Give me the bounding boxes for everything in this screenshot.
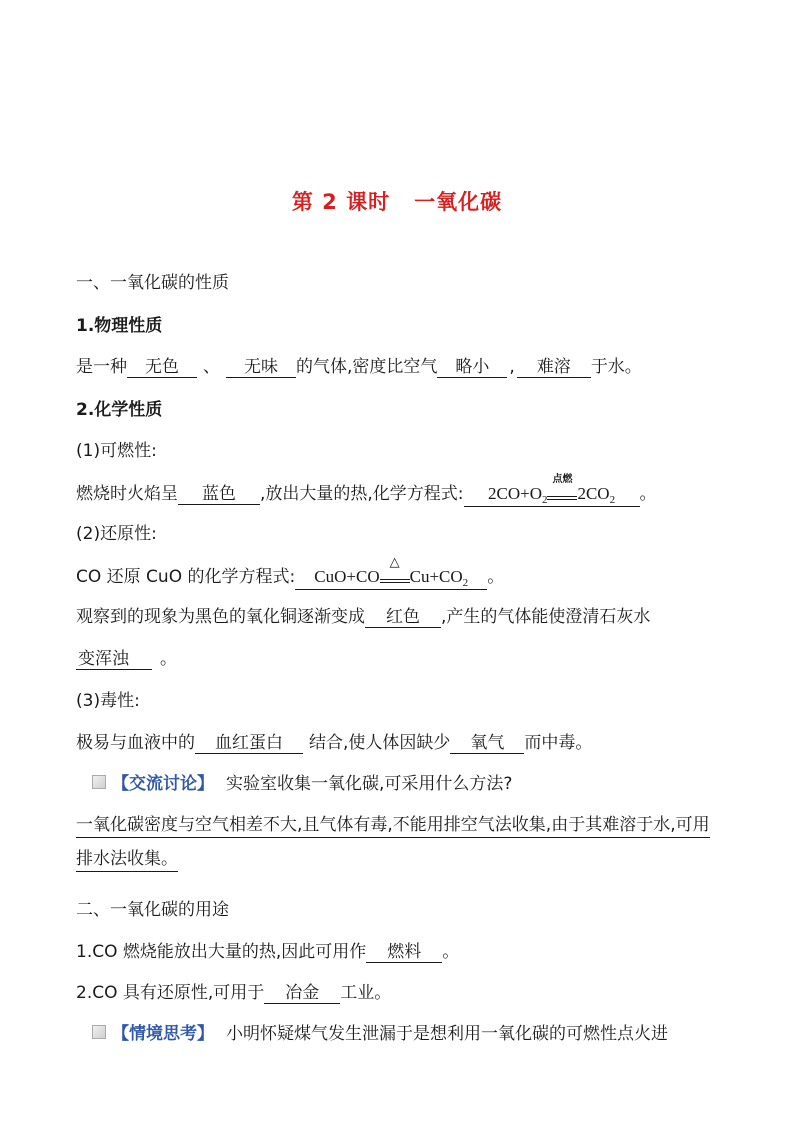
discussion-icon xyxy=(92,775,106,789)
section-heading-uses: 二、一氧化碳的用途 xyxy=(76,900,229,920)
use-metallurgy-line: 2.CO 具有还原性,可用于 冶金 工业。 xyxy=(76,983,392,1003)
lesson-topic: 一氧化碳 xyxy=(414,190,503,214)
discussion-answer: 一氧化碳密度与空气相差不大,且气体有毒,不能用排空气法收集,由于其难溶于水,可用排水法收集。 xyxy=(76,808,720,876)
answer-blank: 蓝色 xyxy=(178,484,260,505)
toxicity-label: (3)毒性: xyxy=(76,691,140,711)
discussion-question: 【交流讨论】 实验室收集一氧化碳,可采用什么方法? xyxy=(92,772,742,796)
toxicity-line: 极易与血液中的 血红蛋白 结合,使人体因缺少 氧气 而中毒。 xyxy=(76,733,593,753)
combustion-label: (1)可燃性: xyxy=(76,441,157,461)
answer-blank: 氧气 xyxy=(450,733,524,754)
answer-blank: 血红蛋白 xyxy=(195,733,303,754)
answer-blank: 无色 xyxy=(127,357,197,378)
answer-blank: 燃料 xyxy=(366,942,442,963)
answer-blank: 红色 xyxy=(365,607,441,628)
lesson-number: 第 2 课时 xyxy=(291,190,391,214)
reduction-equation-line: CO 还原 CuO 的化学方程式: CuO+CO △ $Cu+CO_2$ 。 xyxy=(76,554,505,589)
section-heading-properties: 一、一氧化碳的性质 xyxy=(76,273,229,293)
page-title xyxy=(0,186,794,216)
chemical-heading: 2.化学性质 xyxy=(76,400,163,420)
physical-properties-line: 是一种 无色 、 无味 的气体,密度比空气 略小 , 难溶 于水。 xyxy=(76,357,642,377)
physical-heading: 1.物理性质 xyxy=(76,316,163,336)
answer-blank: 略小 xyxy=(437,357,507,378)
answer-blank: 变浑浊 xyxy=(76,649,152,670)
answer-blank: 无味 xyxy=(226,357,296,378)
answer-blank: 冶金 xyxy=(264,983,340,1004)
answer-blank: 难溶 xyxy=(517,357,591,378)
equation-arrow: 点燃 xyxy=(547,486,577,506)
scenario-tag: 【情境思考】 xyxy=(112,1024,214,1044)
combustion-equation: $2CO+O_2$ 点燃 $2CO_2$ xyxy=(464,484,640,507)
observation-line-2: 变浑浊 。 xyxy=(78,649,177,669)
reduction-equation: CuO+CO △ $Cu+CO_2$ xyxy=(295,567,487,590)
discussion-tag: 【交流讨论】 xyxy=(112,774,214,794)
combustion-line: 燃烧时火焰呈 蓝色 ,放出大量的热,化学方程式: $2CO+O_2$ 点燃 $2CO_2$ 。 xyxy=(76,474,657,506)
reduction-label: (2)还原性: xyxy=(76,524,157,544)
equation-arrow: △ xyxy=(380,569,410,589)
use-fuel-line: 1.CO 燃烧能放出大量的热,因此可用作 燃料 。 xyxy=(76,942,460,962)
scenario-icon xyxy=(92,1025,106,1039)
observation-line: 观察到的现象为黑色的氧化铜逐渐变成 红色 ,产生的气体能使澄清石灰水 xyxy=(76,607,651,627)
scenario-line: 【情境思考】 小明怀疑煤气发生泄漏于是想利用一氧化碳的可燃性点火进 xyxy=(92,1022,742,1046)
